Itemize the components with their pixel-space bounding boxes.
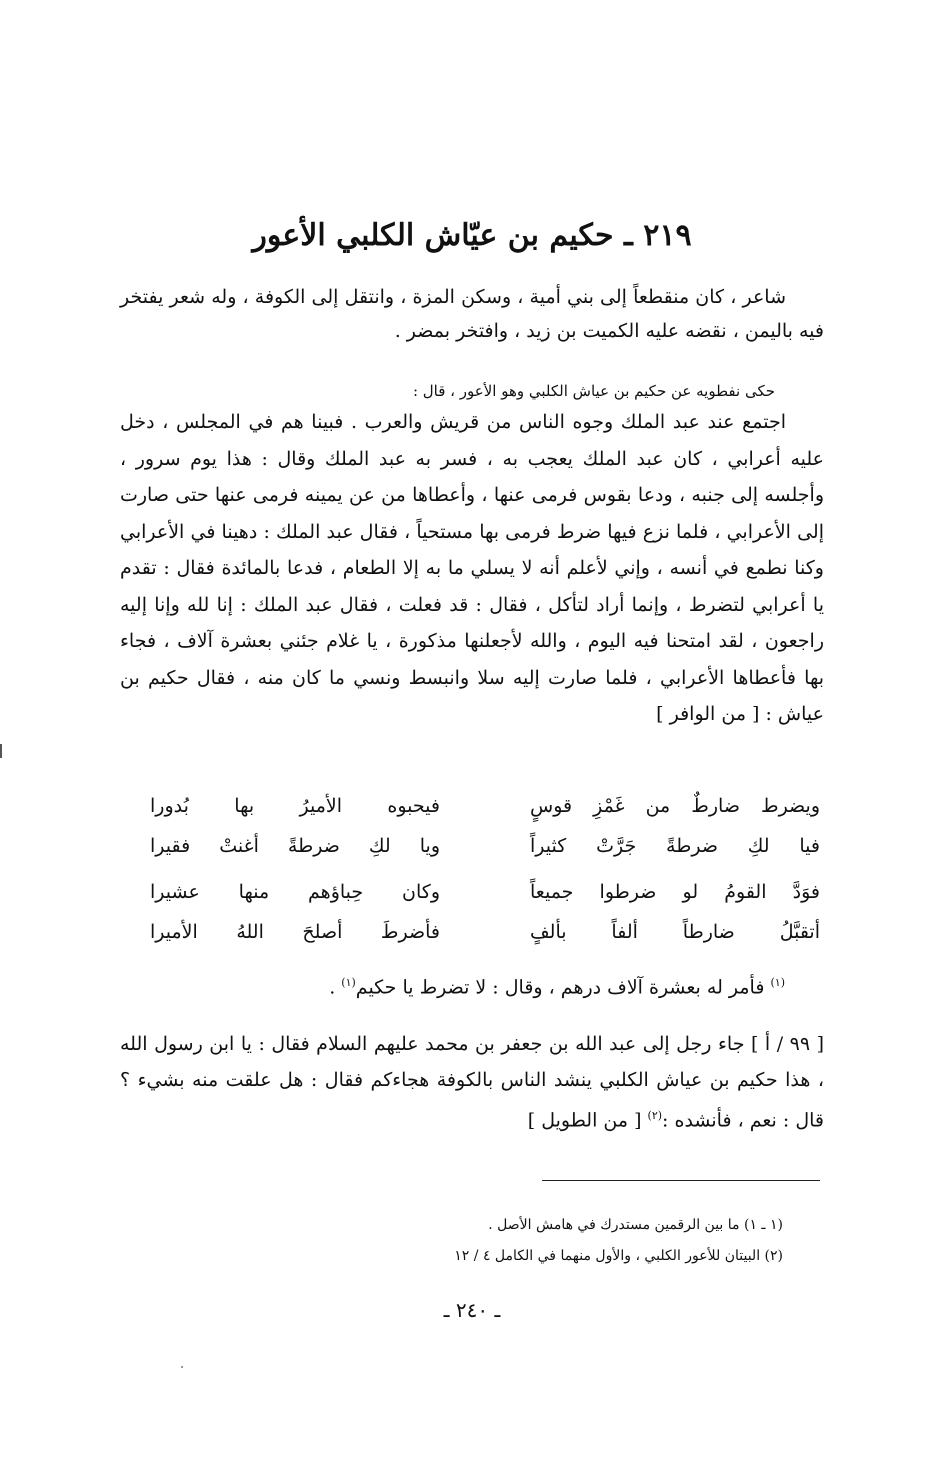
meter-label: [ من الطويل ] — [527, 1109, 648, 1132]
verse-first-hemistich: فوَدَّ القومُ لو ضرطوا جميعاً — [530, 881, 820, 903]
footnote: (١ ـ ١) ما بين الرقمين مستدرك في هامش الأصل . — [488, 1217, 783, 1233]
footnote-divider — [542, 1180, 820, 1181]
verse-second-hemistich: وكان حِباؤهم منها عشيرا — [150, 881, 440, 903]
intro-paragraph — [120, 280, 824, 348]
closing-text: فأمر له بعشرة آلاف درهم ، وقال : لا تضرط يا حكيم — [355, 976, 765, 999]
entry-title: ٢١٩ ـ حكيم بن عيّاش الكلبي الأعور — [252, 218, 692, 253]
footnote-marker: (١) — [770, 976, 785, 989]
verse-first-hemistich: ويضرط ضارطٌ من غَمْزِ قوسٍ — [530, 795, 820, 817]
narrative-paragraph — [120, 404, 824, 733]
verse-first-hemistich: أتقبَّلُ ضارطاً ألفاً بألفٍ — [530, 921, 820, 943]
verse-line — [150, 872, 820, 912]
footnote: (٢) البيتان للأعور الكلبي ، والأول منهما في الكامل ٤ / ١٢ — [454, 1248, 783, 1264]
second-paragraph — [120, 1026, 824, 1138]
verse-line — [150, 826, 820, 866]
source-line: حكى نفطويه عن حكيم بن عياش الكلبي وهو الأعور ، قال : — [412, 382, 775, 400]
scan-edge-mark — [0, 744, 2, 758]
closing-line — [120, 966, 785, 1004]
intro-text: شاعر ، كان منقطعاً إلى بني أمية ، وسكن المزة ، وانتقل إلى الكوفة ، وله شعر يفتخر فيه باليمن ، نقضه عليه الكميت بن زيد ، وافتخر بمضر . — [120, 286, 824, 342]
closing-punct: . — [329, 976, 342, 999]
verse-second-hemistich: ويا لكِ ضرطةً أغنتْ فقيرا — [150, 835, 440, 857]
scan-speck — [181, 1366, 183, 1368]
narrative-text: اجتمع عند عبد الملك وجوه الناس من قريش والعرب . فبينا هم في المجلس ، دخل عليه أعرابي ، كان عبد الملك يعجب به ، فسر به عبد الملك وقال : هذا يوم سرور ، وأجلسه إلى جنبه ، ودعا بقوس فرمى عنها ، وأعطاها من عن يمينه فرمى عنها حتى صارت إلى الأعرابي ، فلما نزع فيها ضرط فرمى بها مستحياً ، فقال عبد الملك : دهينا في الأعرابي وكنا نطمع في أنسه ، وإني لأعلم أنه لا يسلي ما به إلا الطعام ، فدعا بالمائدة فقال : تقدم يا أعرابي لتضرط ، وإنما أراد لتأكل ، فقال : قد فعلت ، فقال عبد الملك : إنا لله وإنا إليه راجعون ، لقد امتحنا فيه اليوم ، والله لأجعلنها مذكورة ، يا غلام جئني بعشرة آلاف ، فجاء بها فأعطاها الأعرابي ، فلما صارت إليه سلا وانبسط ونسي ما كان منه ، فقال حكيم بن عياش : [ من الوافر ] — [120, 411, 824, 725]
verse-second-hemistich: فيحبوه الأميرُ بها بُدورا — [150, 795, 440, 817]
poem-verses — [150, 786, 820, 952]
verse-second-hemistich: فأضرطَ أصلحَ اللهُ الأميرا — [150, 921, 440, 943]
verse-line — [150, 786, 820, 826]
footnote-marker: (١) — [341, 976, 356, 989]
footnote-marker: (٢) — [647, 1109, 663, 1122]
verse-first-hemistich: فيا لكِ ضرطةً جَرَّتْ كثيراً — [530, 835, 820, 857]
footnotes — [300, 1210, 783, 1272]
verse-line — [150, 912, 820, 952]
second-paragraph-text: [ ٩٩ / أ ] جاء رجل إلى عبد الله بن جعفر بن محمد عليهم السلام فقال : يا ابن رسول الله ، هذا حكيم بن عياش الكلبي ينشد الناس بالكوفة هجاءكم فقال : هل علقت منه بشيء ؟ قال : نعم ، فأنشده : — [120, 1033, 825, 1132]
page-number: ـ ٢٤٠ ـ — [443, 1298, 501, 1322]
